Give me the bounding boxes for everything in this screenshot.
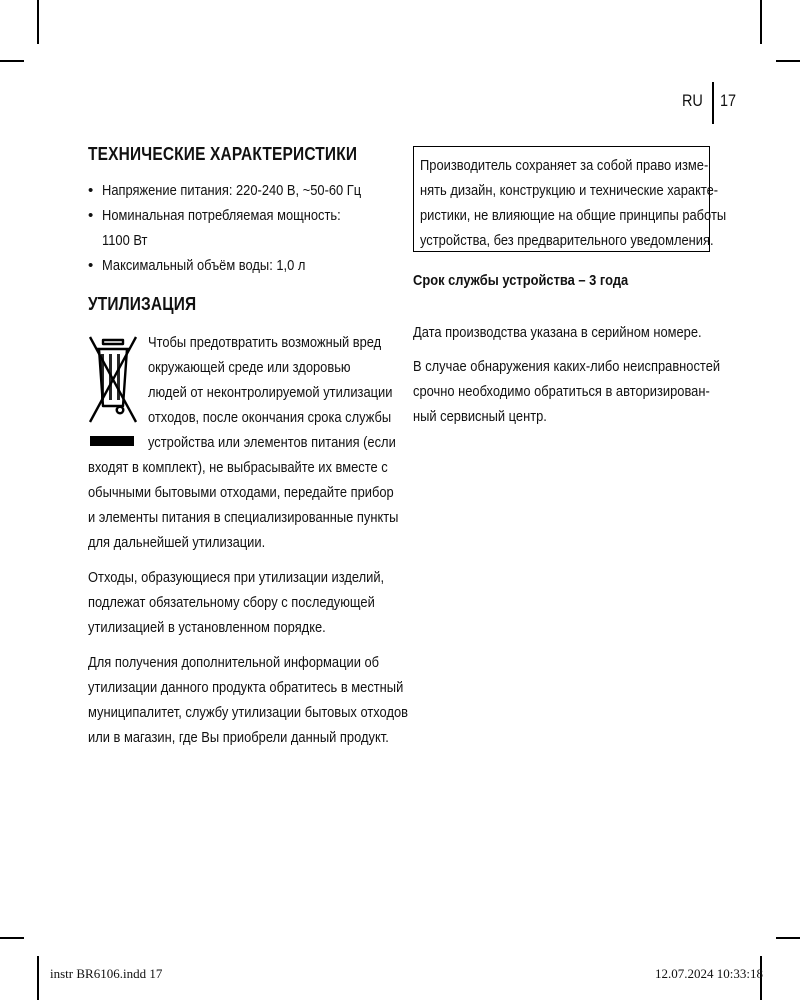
- notice-box: Производитель сохраняет за собой право изме- нять дизайн, конструкцию и технические характе- ристики, не влияющие на общие принципы работы устройства, без предварительного уведомления.: [413, 146, 710, 252]
- disposal-paragraph-3: Для получения дополнительной информации об утилизации данного продукта обратитесь в местный муниципалитет, службу утилизации бытовых отходов или в магазин, где Вы приобрели данный продукт.: [88, 654, 409, 746]
- crossed-out-wheelie-bin-icon: [88, 332, 138, 452]
- footer-timestamp: 12.07.2024 10:33:18: [655, 966, 763, 981]
- specs-title: ТЕХНИЧЕСКИЕ ХАРАКТЕРИСТИКИ: [88, 144, 358, 164]
- crop-mark: [37, 0, 39, 44]
- crop-mark: [776, 937, 800, 939]
- fault-paragraph: В случае обнаружения каких-либо неисправностей срочно необходимо обратиться в авторизирован- ный сервисный центр.: [413, 358, 721, 425]
- language-code: RU: [682, 91, 703, 110]
- specs-list: [88, 178, 403, 278]
- disposal-paragraph-2: Отходы, образующиеся при утилизации изделий, подлежат обязательному сбору с последующей утилизацией в установленном порядке.: [88, 569, 385, 636]
- specs-section: [88, 144, 401, 165]
- crop-mark: [760, 0, 762, 44]
- footer-filename: instr BR6106.indd 17: [50, 966, 163, 981]
- header-divider: [712, 82, 714, 124]
- page-number: 17: [720, 91, 737, 110]
- disposal-section: [88, 294, 214, 315]
- disposal-title: УТИЛИЗАЦИЯ: [88, 294, 197, 314]
- list-item: • Напряжение питания: 220-240 В, ~50-60 Гц: [88, 178, 403, 203]
- crop-mark: [0, 937, 24, 939]
- crop-mark: [37, 956, 39, 1000]
- disposal-paragraph-1-wrapped: Чтобы предотвратить возможный вред окружающей среде или здоровью людей от неконтролируемой утилизации отходов, после окончания срока службы устройства или элементов питания (если: [148, 334, 396, 451]
- list-item: • Номинальная потребляемая мощность: 1100 Вт: [88, 203, 403, 253]
- production-date-text: Дата производства указана в серийном номере.: [413, 324, 702, 341]
- crop-mark: [0, 60, 24, 62]
- crop-mark: [776, 60, 800, 62]
- disposal-paragraph-1: входят в комплект), не выбрасывайте их вместе с обычными бытовыми отходами, передайте прибор и элементы питания в специализированные пункты для дальнейшей утилизации.: [88, 459, 399, 551]
- service-life-heading: Срок службы устройства – 3 года: [413, 272, 629, 289]
- list-item: • Максимальный объём воды: 1,0 л: [88, 253, 403, 278]
